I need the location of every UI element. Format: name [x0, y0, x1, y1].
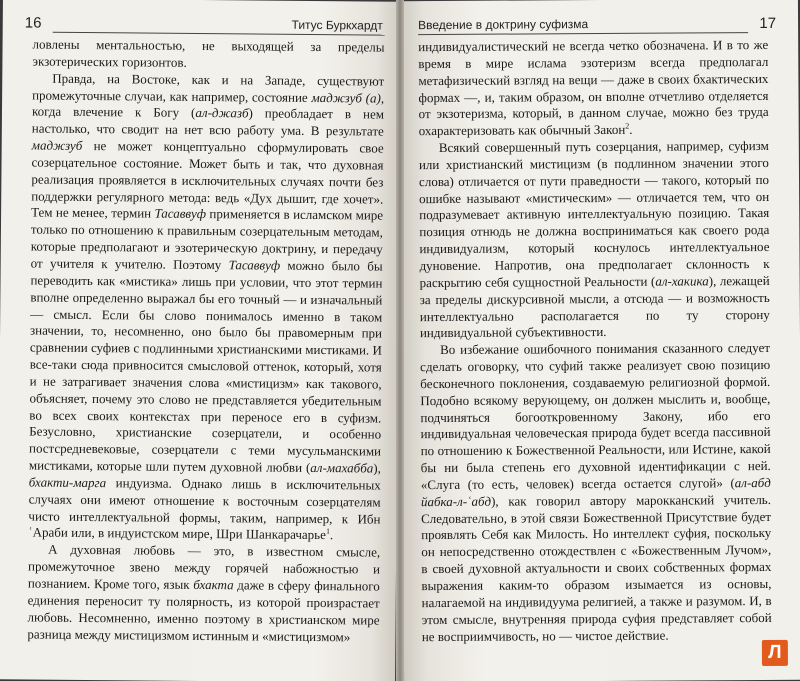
book-gutter [396, 0, 404, 681]
left-paragraph-3: А духовная любовь — это, в известном смысле, промежуточное звено между горячей набожностью и познанием. Кроме того, язык бхакта даже в сферу финального единения переносит ту полярность, из которой произрастает любовь. Несомненно, именно поэтому в христианском мире разница между мистицизмом истинным и «мистицизмом» [27, 541, 381, 644]
left-page-text [27, 37, 384, 646]
right-running-header [418, 0, 777, 39]
right-paragraph-1: индивидуалистический не всегда четко обозначена. И в то же время в мире ислама эзотеризм всегда предполагал метафизический взгляд на вещи — даже в своих бхактических формах —, и, таким образом, он вполне отчетливо отделяется от экзотеризма, который, в данном случае, можно без труда охарактеризовать как обычный Закон$^2$. [418, 36, 769, 139]
left-paragraph-2: Правда, на Востоке, как и на Западе, существуют промежуточные случаи, как например, состояние маджзуб (а), когда влечение к Богу (ал-джазб) преобладает в нем настолько, что сводит на нет всю работу ума. В результате маджзуб не может концептуально сформулировать свое созерцательное состояние. Может быть и так, что духовная реализация проявляется в исключительных случаях почти без поддержки регулярного метода: ведь «Дух дышит, где хочет». Тем не менее, термин Тасаввуф применяется в исламском мире только по отношению к правильным созерцательным методам, которые предполагают и эзотерическую доктрину, и передачу от учителя к учителю. Поэтому Тасаввуф можно было бы переводить как «мистика» лишь при условии, что этот термин вполне определенно выражал бы его точный — и изначальный — смысл. Если бы слово понималось именно в таком значении, то, несомненно, оно было бы правомерным при сравнении суфиев с подлинными христианскими мистиками. И все-таки сюда привносится смысловой оттенок, который, хотя и не затрагивает значения слова «мистицизм» как такового, объясняет, почему это слово не представляется убедительным во всех своих контекстах при переносе его в суфизм. Безусловно, христианские созерцатели, и особенно постсредневековые, созерцатели с теми мусульманскими мистиками, которые шли путем духовной любви (ал-махабба), бхакти-марга индуизма. Однако лишь в исключительных случаях они имеют отношение к восточным созерцателям чисто интеллектуальной формы, таким, например, к Ибн ʿАраби или, в индуистском мире, Шри Шанкарачарье$^1$. [28, 70, 385, 543]
right-page [400, 0, 800, 681]
left-running-title: Титус Буркхардт [291, 17, 383, 33]
left-page-number: 16 [24, 14, 42, 32]
left-paragraph-1: ловлены ментальностью, не выходящей за пределы экзотерических горизонтов. [32, 36, 385, 70]
left-running-header [24, 0, 385, 40]
right-page-number: 17 [759, 14, 777, 33]
right-paragraph-3: Во избежание ошибочного понимания сказанного следует сделать оговорку, что суфий также реализует свою позицию бесконечного поклонения, создаваемую религиозной формой. Подобно всякому верующему, он должен мыслить и, вообще, подчиняться богооткровенному Закону, ибо его индивидуальная человеческая природа будет всегда пассивной по отношению к Божественной Реальности, или Истине, какой бы ни была степень его духовной идентификации с ней. «Слуга (то есть, человек) всегда остается слугой» (ал-абд йабка-л-ʿабд), как говорил автору марокканский учитель. Следовательно, в этой связи Божественной Присутствие будет проявлять Себя как Милость. Но интеллект суфия, поскольку он непосредственно отождествлен с «Божественным Лучом», в своей духовной актуальности и своих собственных формах выражения каким-то образом изымается из основы, налагаемой на индивидуума религией, а также и разумом. И, в этом смысле, внутренняя природа суфия представляет собой не восприимчивость, но — чистое действие. [420, 340, 772, 644]
right-page-text [418, 37, 772, 646]
left-header-rule [53, 32, 385, 36]
right-running-title: Введение в доктрину суфизма [418, 17, 589, 33]
right-paragraph-2: Всякий совершенный путь созерцания, например, суфизм или христианский мистицизм (в подлинном значении этого слова) отличается от пути праведности — такого, который по ошибке называют «мистическим» — отличается тем, что он подразумевает активную интеллектуальную позицию. Такая позиция отнюдь не должна восприниматься как своего рода индивидуализм, который коснулось интеллектуальное дуновение. Напротив, она предполагает склонность к раскрытию себя сущностной Реальности (ал-хакика), лежащей за пределы дискурсивной мысли, а отсюда — и возможность интеллектуально располагается по ту сторону индивидуальной субъективности. [418, 138, 770, 341]
right-header-rule [418, 32, 748, 35]
publisher-logo-icon: Л [762, 640, 788, 666]
